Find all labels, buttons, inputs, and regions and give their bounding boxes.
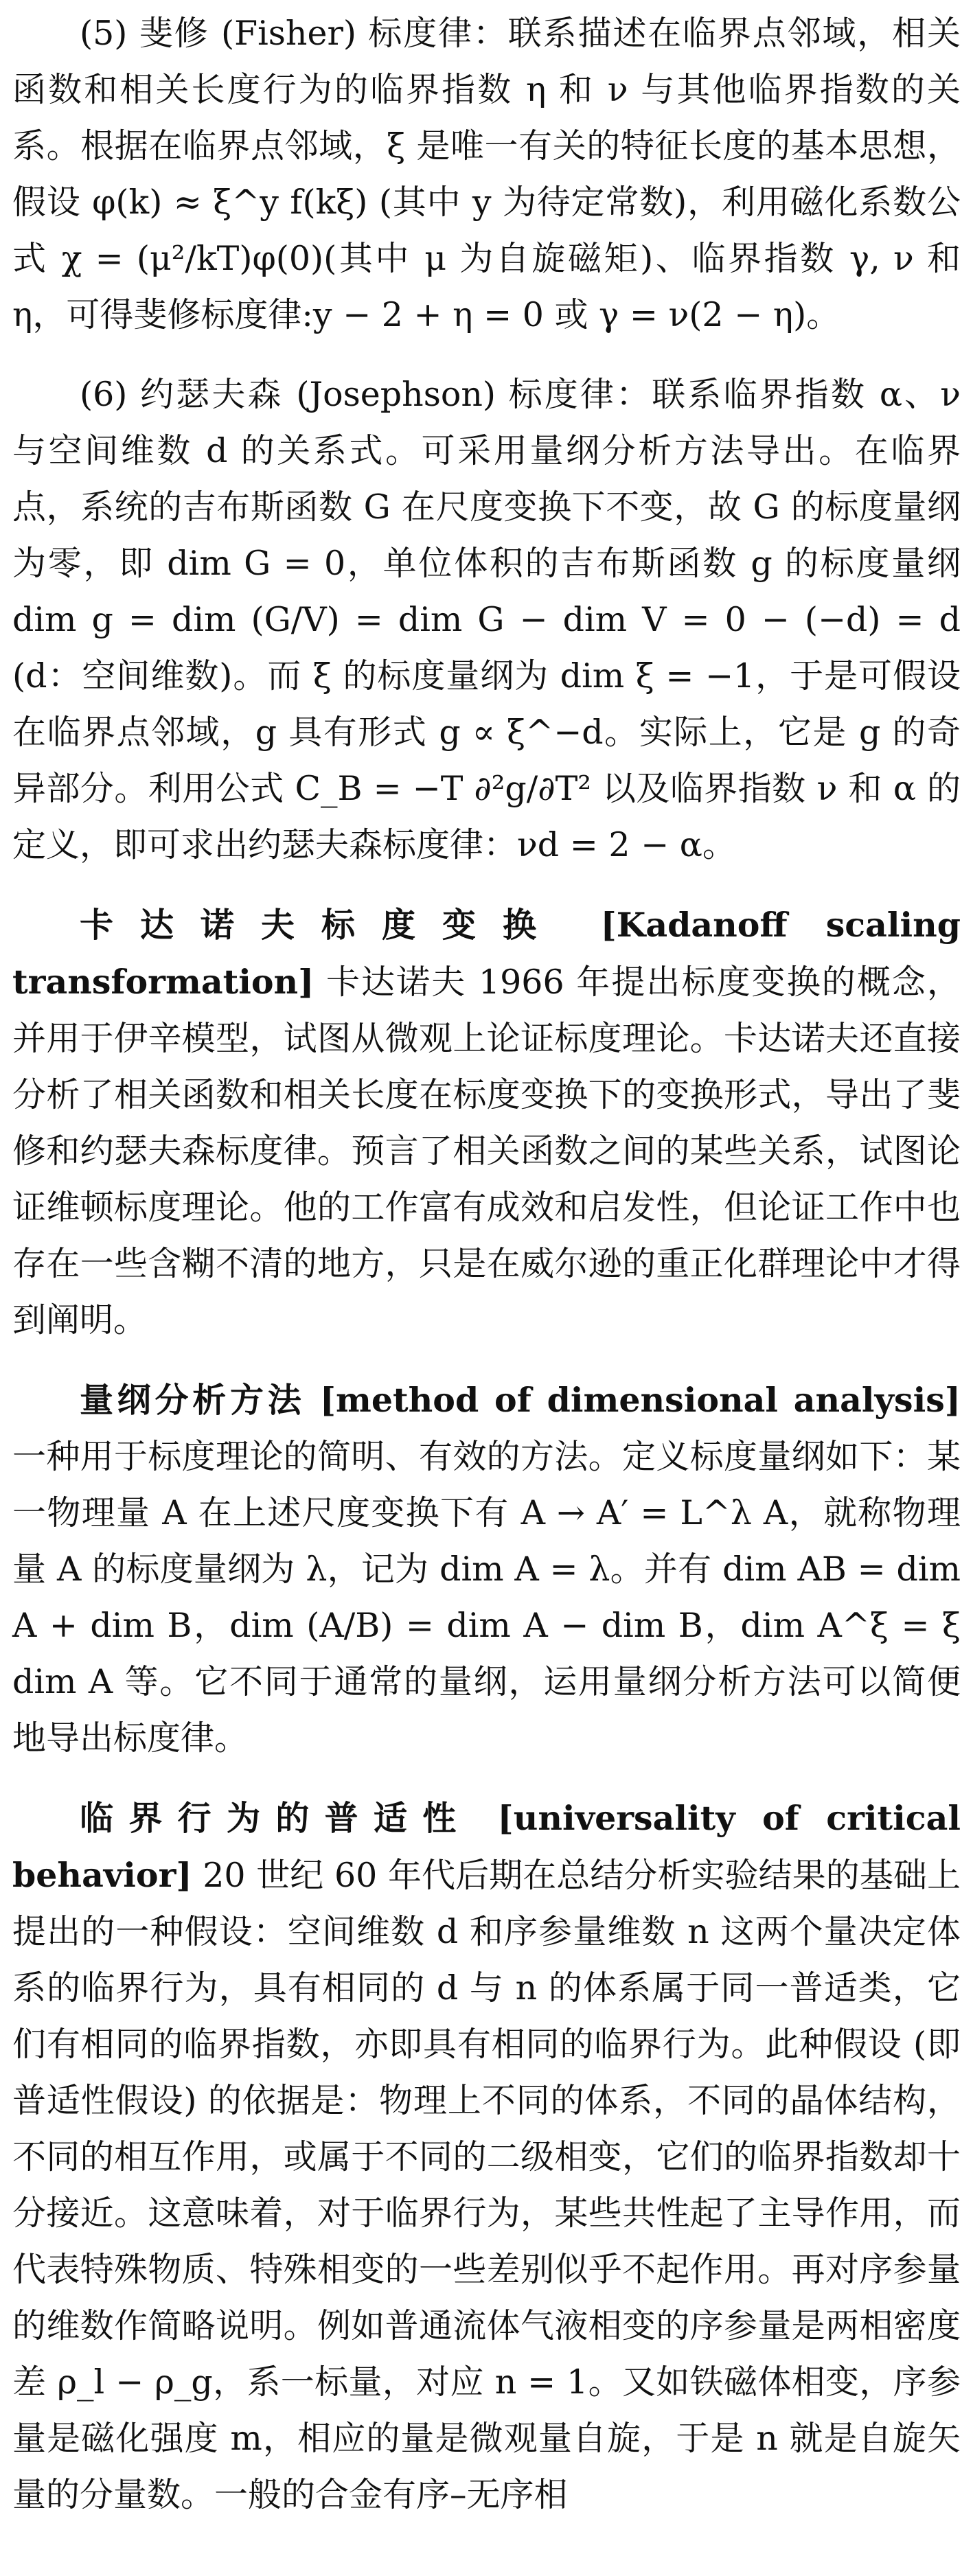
entry-body: 一种用于标度理论的简明、有效的方法。定义标度量纲如下：某一物理量 A 在上述尺度变换下有 A → A′ = L^λ A，就称物理量 A 的标度量纲为 λ，记为 dim A = λ。并有 dim AB = dim A + dim B，dim (A/B) = dim A − dim B，dim A^ξ = ξ dim A 等。它不同于通常的量纲，运用量纲分析方法可以简便地导出标度律。 xyxy=(12,1437,961,1758)
entry-english-term: [Kadanoff scaling transformation] xyxy=(12,905,961,1002)
entry-english-term: [method of dimensional analysis] xyxy=(319,1380,961,1420)
entry-term: 临界行为的普适性 xyxy=(80,1799,472,1838)
entry-kadanoff-scaling-transformation xyxy=(12,897,961,1348)
entry-body: 卡达诺夫 1966 年提出标度变换的概念，并用于伊辛模型，试图从微观上论证标度理论。卡达诺夫还直接分析了相关函数和相关长度在标度变换下的变换形式，导出了斐修和约瑟夫森标度律。预言了相关函数之间的某些关系，试图论证维顿标度理论。他的工作富有成效和启发性，但论证工作中也存在一些含糊不清的地方，只是在威尔逊的重正化群理论中才得到阐明。 xyxy=(12,963,961,1339)
entry-english-term: [universality of critical behavior] xyxy=(12,1798,961,1895)
entry-universality-of-critical-behavior xyxy=(12,1790,961,2523)
entry-body: 20 世纪 60 年代后期在总结分析实验结果的基础上提出的一种假设：空间维数 d 和序参量维数 n 这两个量决定体系的临界行为，具有相同的 d 与 n 的体系属于同一普适类，它们有相同的临界指数，亦即具有相同的临界行为。此种假设 (即普适性假设) 的依据是：物理上不同的体系，不同的晶体结构，不同的相互作用，或属于不同的二级相变，它们的临界指数却十分接近。这意味着，对于临界行为，某些共性起了主导作用，而代表特殊物质、特殊相变的一些差别似乎不起作用。再对序参量的维数作简略说明。例如普通流体气液相变的序参量是两相密度差 ρ_l − ρ_g，系一标量，对应 n = 1。又如铁磁体相变，序参量是磁化强度 m，相应的量是微观量自旋，于是 n 就是自旋矢量的分量数。一般的合金有序–无序相 xyxy=(12,1856,961,2514)
entry-method-of-dimensional-analysis xyxy=(12,1372,961,1767)
entry-term: 卡达诺夫标度变换 xyxy=(80,906,564,945)
paragraph-josephson-scaling-law: (6) 约瑟夫森 (Josephson) 标度律：联系临界指数 α、ν 与空间维数 d 的关系式。可采用量纲分析方法导出。在临界点，系统的吉布斯函数 G 在尺度变换下不变，故 G 的标度量纲为零，即 dim G = 0，单位体积的吉布斯函数 g 的标度量纲 dim g = dim (G/V) = dim G − dim V = 0 − (−d) = d (d：空间维数)。而 ξ 的标度量纲为 dim ξ = −1，于是可假设在临界点邻域，g 具有形式 g ∝ ξ^−d。实际上，它是 g 的奇异部分。利用公式 C_B = −T ∂²g/∂T² 以及临界指数 ν 和 α 的定义，即可求出约瑟夫森标度律：νd = 2 − α。 xyxy=(12,375,961,864)
entry-term: 量纲分析方法 xyxy=(80,1381,306,1420)
paragraph-fisher-scaling-law: (5) 斐修 (Fisher) 标度律：联系描述在临界点邻域，相关函数和相关长度行为的临界指数 η 和 ν 与其他临界指数的关系。根据在临界点邻域，ξ 是唯一有关的特征长度的基本思想，假设 φ(k) ≈ ξ^y f(kξ) (其中 y 为待定常数)，利用磁化系数公式 χ = (μ²/kT)φ(0)(其中 μ 为自旋磁矩)、临界指数 γ, ν 和 η，可得斐修标度律:y − 2 + η = 0 或 γ = ν(2 − η)。 xyxy=(12,14,961,334)
